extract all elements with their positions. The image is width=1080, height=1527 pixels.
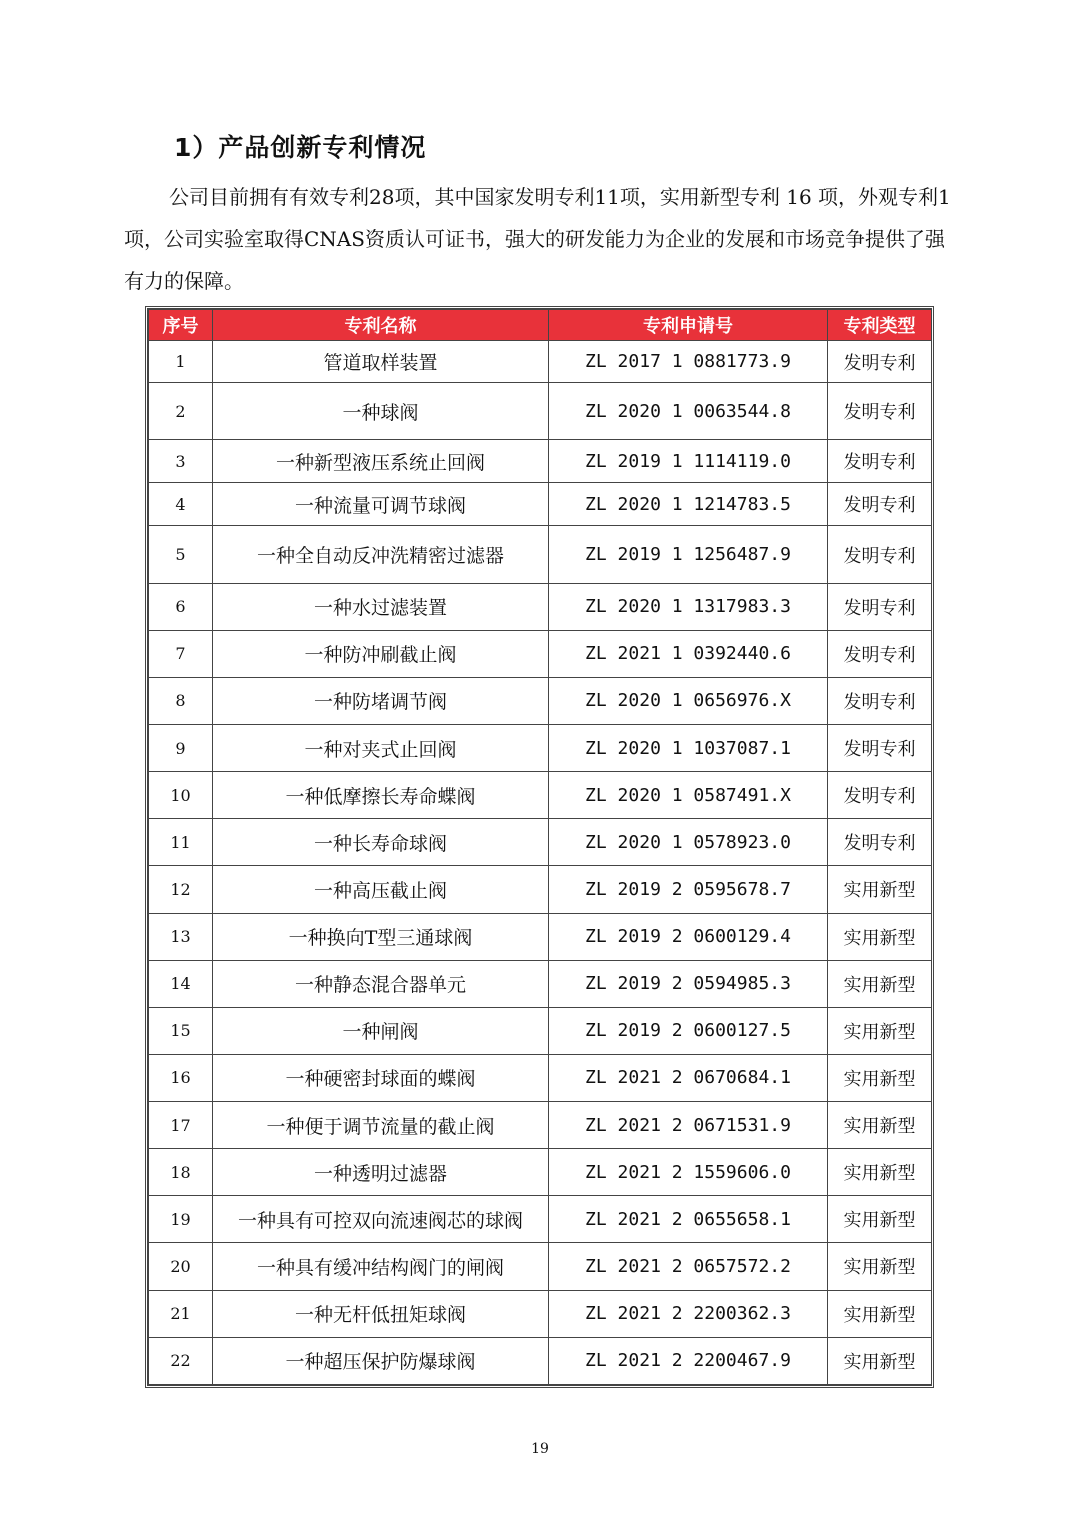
application-number: ZL 2020 1 0578923.0 xyxy=(549,819,828,866)
row-index: 8 xyxy=(149,677,213,724)
row-index: 2 xyxy=(149,383,213,440)
application-number: ZL 2021 2 0671531.9 xyxy=(549,1102,828,1149)
patent-name: 管道取样装置 xyxy=(213,341,549,383)
patent-name: 一种流量可调节球阀 xyxy=(213,483,549,526)
table-row xyxy=(149,960,932,1007)
patent-type: 发明专利 xyxy=(828,819,932,866)
application-number: ZL 2020 1 0587491.X xyxy=(549,772,828,819)
patent-type: 实用新型 xyxy=(828,1054,932,1101)
table-row xyxy=(149,1290,932,1337)
table-row xyxy=(149,483,932,526)
patent-name: 一种新型液压系统止回阀 xyxy=(213,440,549,483)
application-number: ZL 2021 2 0657572.2 xyxy=(549,1243,828,1290)
table-row xyxy=(149,383,932,440)
patent-name: 一种硬密封球面的蝶阀 xyxy=(213,1054,549,1101)
application-number: ZL 2021 2 0670684.1 xyxy=(549,1054,828,1101)
row-index: 17 xyxy=(149,1102,213,1149)
row-index: 4 xyxy=(149,483,213,526)
table-row xyxy=(149,341,932,383)
table-body xyxy=(149,341,932,1385)
patent-name: 一种防堵调节阀 xyxy=(213,677,549,724)
intro-paragraph xyxy=(124,176,954,302)
row-index: 13 xyxy=(149,913,213,960)
row-index: 1 xyxy=(149,341,213,383)
table-row xyxy=(149,1007,932,1054)
application-number: ZL 2020 1 0063544.8 xyxy=(549,383,828,440)
application-number: ZL 2019 2 0594985.3 xyxy=(549,960,828,1007)
table-row xyxy=(149,1243,932,1290)
patent-name: 一种便于调节流量的截止阀 xyxy=(213,1102,549,1149)
application-number: ZL 2019 2 0595678.7 xyxy=(549,866,828,913)
application-number: ZL 2021 2 2200362.3 xyxy=(549,1290,828,1337)
patent-type: 实用新型 xyxy=(828,1196,932,1243)
application-number: ZL 2021 1 0392440.6 xyxy=(549,630,828,677)
row-index: 12 xyxy=(149,866,213,913)
application-number: ZL 2017 1 0881773.9 xyxy=(549,341,828,383)
patent-type: 发明专利 xyxy=(828,583,932,630)
patent-name: 一种对夹式止回阀 xyxy=(213,725,549,772)
patent-name: 一种透明过滤器 xyxy=(213,1149,549,1196)
patent-type: 实用新型 xyxy=(828,1149,932,1196)
application-number: ZL 2019 1 1114119.0 xyxy=(549,440,828,483)
table-row xyxy=(149,440,932,483)
row-index: 10 xyxy=(149,772,213,819)
row-index: 19 xyxy=(149,1196,213,1243)
table-row xyxy=(149,725,932,772)
row-index: 5 xyxy=(149,526,213,583)
table-header-row xyxy=(149,310,932,341)
patent-type: 发明专利 xyxy=(828,483,932,526)
application-number: ZL 2019 2 0600127.5 xyxy=(549,1007,828,1054)
section-heading: 1）产品创新专利情况 xyxy=(174,133,427,162)
patent-name: 一种水过滤装置 xyxy=(213,583,549,630)
table-row xyxy=(149,630,932,677)
patent-name: 一种全自动反冲洗精密过滤器 xyxy=(213,526,549,583)
table-row xyxy=(149,1196,932,1243)
patent-name: 一种高压截止阀 xyxy=(213,866,549,913)
patent-name: 一种无杆低扭矩球阀 xyxy=(213,1290,549,1337)
row-index: 16 xyxy=(149,1054,213,1101)
patent-name: 一种具有缓冲结构阀门的闸阀 xyxy=(213,1243,549,1290)
patent-type: 实用新型 xyxy=(828,913,932,960)
patent-type: 实用新型 xyxy=(828,1290,932,1337)
patent-type: 实用新型 xyxy=(828,1337,932,1384)
application-number: ZL 2021 2 1559606.0 xyxy=(549,1149,828,1196)
patent-name: 一种具有可控双向流速阀芯的球阀 xyxy=(213,1196,549,1243)
application-number: ZL 2021 2 2200467.9 xyxy=(549,1337,828,1384)
header-index: 序号 xyxy=(149,310,213,341)
row-index: 20 xyxy=(149,1243,213,1290)
table-row xyxy=(149,772,932,819)
patent-type: 发明专利 xyxy=(828,772,932,819)
patent-type: 发明专利 xyxy=(828,383,932,440)
table-row xyxy=(149,1054,932,1101)
patent-name: 一种低摩擦长寿命蝶阀 xyxy=(213,772,549,819)
table-row xyxy=(149,1102,932,1149)
table-row xyxy=(149,1337,932,1384)
row-index: 22 xyxy=(149,1337,213,1384)
application-number: ZL 2020 1 1317983.3 xyxy=(549,583,828,630)
patent-type: 发明专利 xyxy=(828,341,932,383)
patent-table-frame xyxy=(145,306,934,1388)
row-index: 21 xyxy=(149,1290,213,1337)
patent-type: 实用新型 xyxy=(828,866,932,913)
intro-text: 公司目前拥有有效专利28项，其中国家发明专利11项，实用新型专利 16 项，外观专利1项，公司实验室取得CNAS资质认可证书，强大的研发能力为企业的发展和市场竞争提供了强有力的保障。 xyxy=(124,185,951,293)
patent-type: 实用新型 xyxy=(828,960,932,1007)
patent-type: 实用新型 xyxy=(828,1102,932,1149)
table-row xyxy=(149,526,932,583)
row-index: 11 xyxy=(149,819,213,866)
application-number: ZL 2020 1 1037087.1 xyxy=(549,725,828,772)
application-number: ZL 2021 2 0655658.1 xyxy=(549,1196,828,1243)
row-index: 18 xyxy=(149,1149,213,1196)
row-index: 6 xyxy=(149,583,213,630)
row-index: 15 xyxy=(149,1007,213,1054)
patent-type: 发明专利 xyxy=(828,725,932,772)
patent-name: 一种防冲刷截止阀 xyxy=(213,630,549,677)
header-patent-name: 专利名称 xyxy=(213,310,549,341)
row-index: 9 xyxy=(149,725,213,772)
patent-name: 一种闸阀 xyxy=(213,1007,549,1054)
patent-table xyxy=(148,309,932,1385)
patent-type: 发明专利 xyxy=(828,677,932,724)
table-row xyxy=(149,866,932,913)
application-number: ZL 2020 1 0656976.X xyxy=(549,677,828,724)
patent-type: 实用新型 xyxy=(828,1007,932,1054)
application-number: ZL 2020 1 1214783.5 xyxy=(549,483,828,526)
table-row xyxy=(149,677,932,724)
row-index: 7 xyxy=(149,630,213,677)
patent-name: 一种换向T型三通球阀 xyxy=(213,913,549,960)
header-patent-type: 专利类型 xyxy=(828,310,932,341)
patent-type: 发明专利 xyxy=(828,440,932,483)
patent-name: 一种球阀 xyxy=(213,383,549,440)
row-index: 3 xyxy=(149,440,213,483)
table-row xyxy=(149,583,932,630)
patent-type: 发明专利 xyxy=(828,526,932,583)
header-application-number: 专利申请号 xyxy=(549,310,828,341)
application-number: ZL 2019 1 1256487.9 xyxy=(549,526,828,583)
row-index: 14 xyxy=(149,960,213,1007)
patent-name: 一种超压保护防爆球阀 xyxy=(213,1337,549,1384)
application-number: ZL 2019 2 0600129.4 xyxy=(549,913,828,960)
table-row xyxy=(149,913,932,960)
patent-type: 发明专利 xyxy=(828,630,932,677)
table-row xyxy=(149,819,932,866)
patent-type: 实用新型 xyxy=(828,1243,932,1290)
patent-name: 一种长寿命球阀 xyxy=(213,819,549,866)
page-number: 19 xyxy=(531,1441,549,1457)
patent-name: 一种静态混合器单元 xyxy=(213,960,549,1007)
table-row xyxy=(149,1149,932,1196)
